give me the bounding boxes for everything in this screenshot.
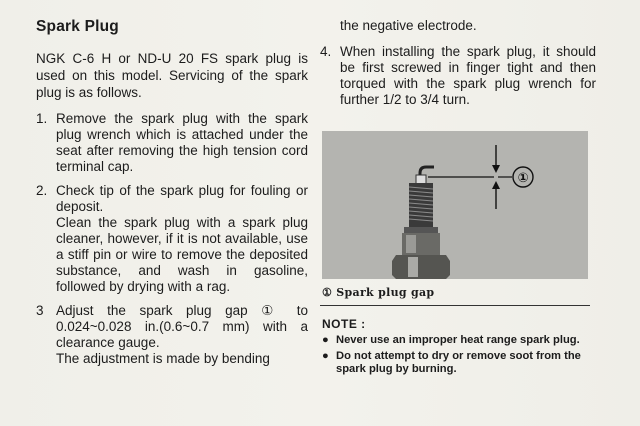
spark-plug-figure [322, 131, 588, 279]
step-3-continuation: the negative electrode. [340, 18, 477, 33]
spark-plug-illustration [322, 131, 588, 279]
step-number: 4. [320, 44, 332, 59]
step-text-continued: Clean the spark plug with a spark plug cleaner, however, if it is not available, use a stiff pin or wire to remove the deposited substance, and wash in gasoline, followed by drying with a rag. [56, 215, 308, 294]
bullet-icon: ● [322, 334, 329, 346]
figure-caption: ① Spark plug gap [322, 286, 435, 299]
right-column [320, 18, 596, 108]
callout-number: ① [517, 171, 529, 186]
bullet-icon: ● [322, 349, 329, 362]
divider [320, 305, 590, 306]
step-text: Remove the spark plug with the spark plug wrench which is attached under the seat after removing the high tension cord terminal cap. [56, 111, 308, 174]
step-text: Check tip of the spark plug for fouling or deposit. [56, 183, 308, 214]
step-2 [36, 183, 308, 295]
left-column [36, 18, 308, 375]
note-list [322, 334, 594, 379]
step-number: 2. [36, 183, 48, 198]
note-text: Do not attempt to dry or remove soot from the spark plug by burning. [336, 349, 581, 375]
plug-washer [404, 227, 438, 233]
step-text-continued: The adjustment is made by bending [56, 351, 270, 366]
step-3 [36, 303, 308, 367]
note-item [322, 350, 594, 377]
note-item [322, 334, 594, 348]
step-number: 3 [36, 303, 44, 318]
step-1 [36, 111, 308, 175]
note-title: NOTE : [322, 317, 366, 331]
intro-paragraph: NGK C-6 H or ND-U 20 FS spark plug is used on this model. Servicing of the spark plug is as follows. [36, 51, 308, 100]
section-title: Spark Plug [36, 18, 119, 35]
step-text: When installing the spark plug, it should be first screwed in finger tight and then torqued with the spark plug wrench for further 1/2 to 3/4 turn. [340, 44, 596, 107]
step-text: Adjust the spark plug gap ① to 0.024~0.028 in.(0.6~0.7 mm) with a clearance gauge. [56, 303, 308, 350]
plug-hex-nut [392, 255, 450, 279]
note-text: Never use an improper heat range spark plug. [336, 334, 580, 346]
step-number: 1. [36, 111, 48, 126]
step-4 [320, 44, 596, 108]
